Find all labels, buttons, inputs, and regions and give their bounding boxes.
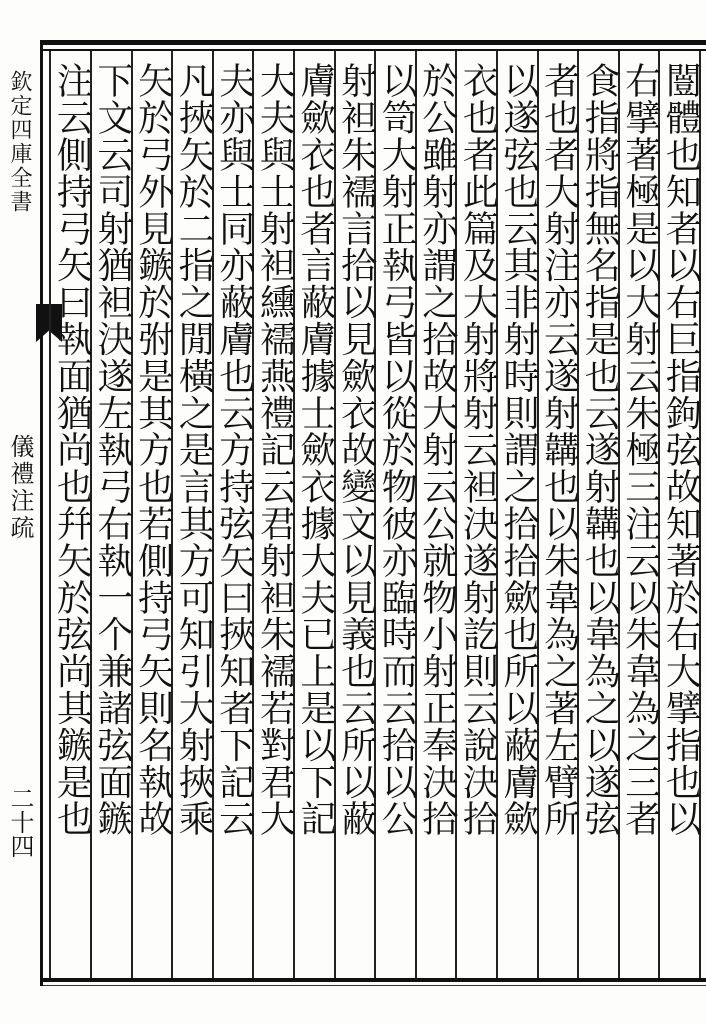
book-title: 儀禮注疏 [6,434,34,542]
text-column: 射袒朱襦言拾以見歛衣故變文以見義也云所以蔽 [335,62,377,837]
text-column: 闓體也知者以右巨指鉤弦故知著於右大擘指也以 [660,62,702,837]
library-label: 欽定四庫全書 [7,70,32,214]
page-number: 二十四 [6,786,34,858]
text-column: 下文云司射猶袒決遂左執弓右執一个兼諸弦面鏃 [92,62,133,837]
text-column: 凡挾矢於二指之閒橫之是言其方可知引大射挾乘 [173,62,215,837]
frame-top-rule [40,40,706,45]
text-column: 大夫與士射袒纁襦燕禮記云君射袒朱襦若對君大 [254,62,296,837]
frame-top-inner-rule [40,49,706,51]
text-column: 以笥大射正執弓皆以從於物彼亦臨時而云拾以公 [376,62,418,837]
text-column: 以遂弦也云其非射時則謂之拾拾歛也所以蔽膚歛 [498,62,539,837]
frame-bottom-rule [40,978,706,982]
text-column: 注云側持弓矢曰執面猶尚也幷矢於弦尚其鏃是也 [51,62,93,837]
text-column: 衣也者此篇及大射將射云袒決遂射訖則云說決拾 [457,62,499,837]
text-column: 於公雖射亦謂之拾故大射云公就物小射正奉決拾 [416,62,458,837]
frame-bottom-inner-rule [40,985,706,986]
text-column: 者也者大射注亦云遂射韝也以朱韋為之著左臂所 [538,62,580,837]
text-column: 食指將指無名指是也云遂射韝也以韋為之以遂弦 [579,62,621,837]
text-column: 矢於弓外見鏃於弣是其方也若側持弓矢則名執故 [132,62,174,837]
text-column: 右擘著極是以大射云朱極三注云以朱韋為之三者 [619,62,661,837]
text-column: 夫亦與士同亦蔽膚也云方持弦矢曰挾知者下記云 [213,62,255,837]
text-column: 膚歛衣也者言蔽膚據士歛衣據大夫已上是以下記 [295,62,336,837]
frame-left-rule [40,40,43,986]
